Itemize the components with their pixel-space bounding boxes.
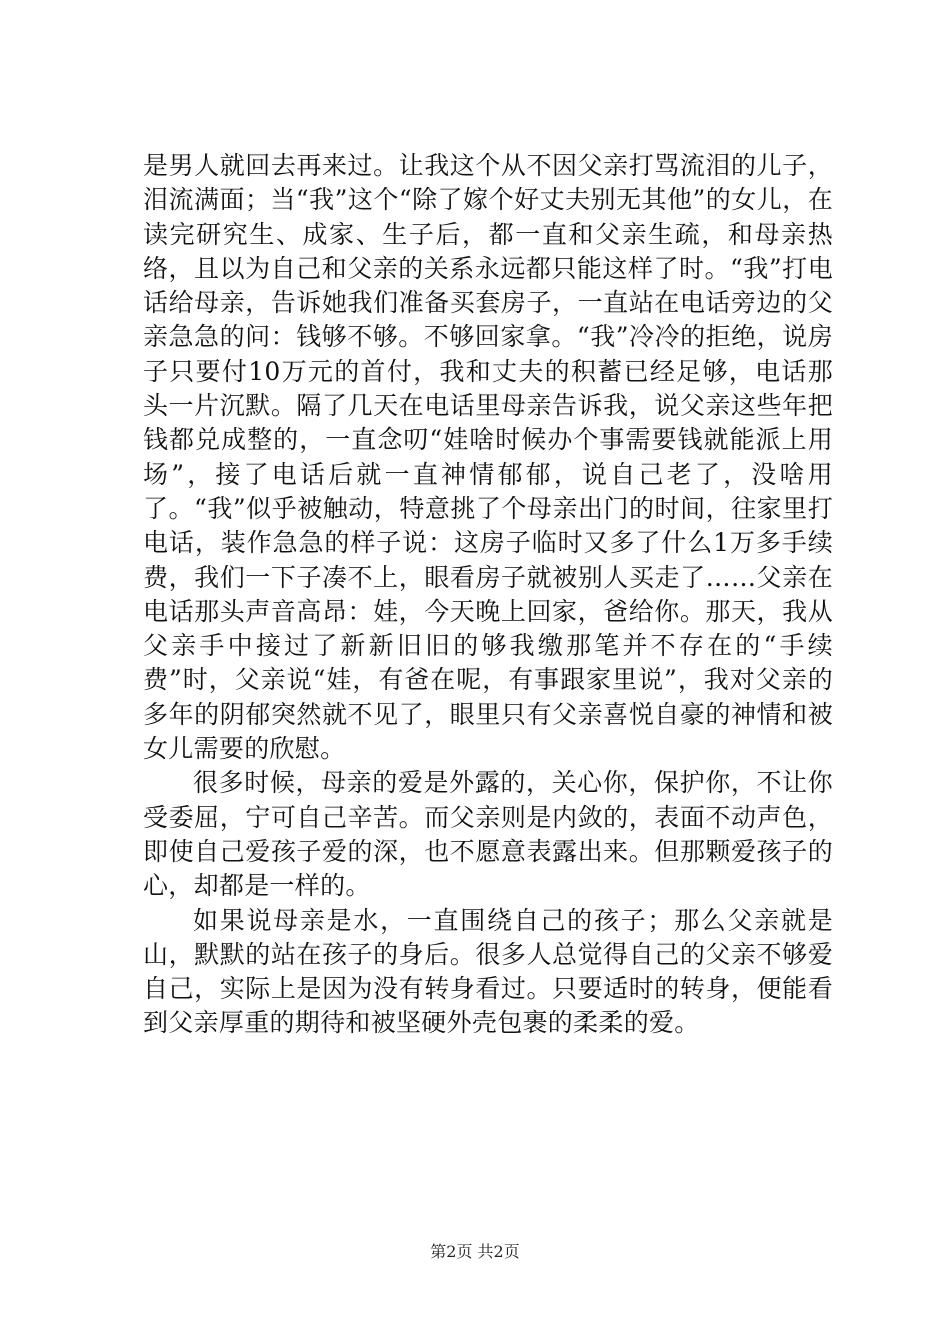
- body-text: [143, 149, 833, 1041]
- paragraph-3: 如果说母亲是水，一直围绕自己的孩子；那么父亲就是山，默默的站在孩子的身后。很多人总觉得自己的父亲不够爱自己，实际上是因为没有转身看过。只要适时的转身，便能看到父亲厚重的期待和被坚硬外壳包裹的柔柔的爱。: [143, 905, 833, 1038]
- paragraph-1: 是男人就回去再来过。让我这个从不因父亲打骂流泪的儿子，泪流满面；当“我”这个“除了嫁个好丈夫别无其他”的女儿，在读完研究生、成家、生子后，都一直和父亲生疏，和母亲热络，且以为自己和父亲的关系永远都只能这样了时。“我”打电话给母亲，告诉她我们准备买套房子，一直站在电话旁边的父亲急急的问：钱够不够。不够回家拿。“我”冷冷的拒绝，说房子只要付10万元的首付，我和丈夫的积蓄已经足够，电话那头一片沉默。隔了几天在电话里母亲告诉我，说父亲这些年把钱都兑成整的，一直念叨“娃啥时候办个事需要钱就能派上用场”，接了电话后就一直神情郁郁，说自己老了，没啥用了。“我”似乎被触动，特意挑了个母亲出门的时间，往家里打电话，装作急急的样子说：这房子临时又多了什么1万多手续费，我们一下子凑不上，眼看房子就被别人买走了……父亲在电话那头声音高昂：娃，今天晚上回家，爸给你。那天，我从父亲手中接过了新新旧旧的够我缴那笔并不存在的“手续费”时，父亲说“娃，有爸在呢，有事跟家里说”，我对父亲的多年的阴郁突然就不见了，眼里只有父亲喜悦自豪的神情和被女儿需要的欣慰。: [143, 151, 833, 764]
- page-number-footer: 第2页 共2页: [430, 1242, 520, 1261]
- paragraph-2: 很多时候，母亲的爱是外露的，关心你，保护你，不让你受委屈，宁可自己辛苦。而父亲则是内敛的，表面不动声色，即使自己爱孩子爱的深，也不愿意表露出来。但那颗爱孩子的心，却都是一样的。: [143, 768, 833, 901]
